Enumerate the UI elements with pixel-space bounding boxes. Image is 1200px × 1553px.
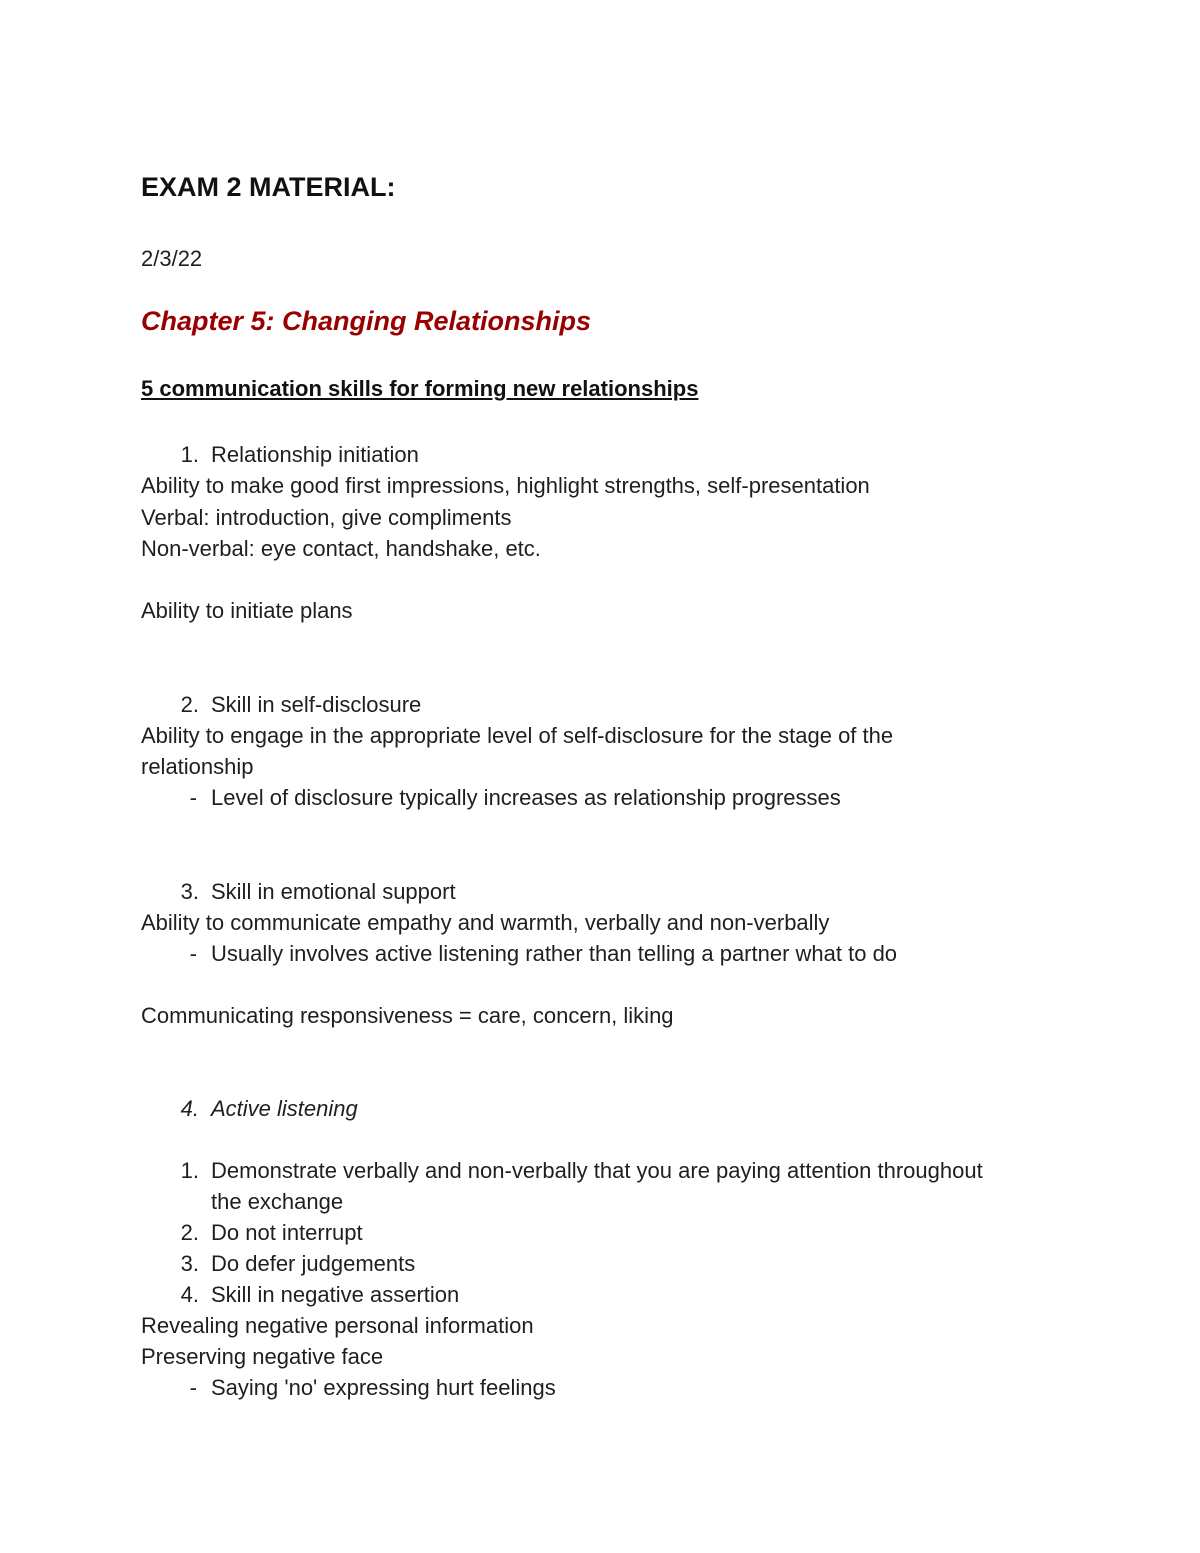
sub-list-item [180,1249,416,1279]
body-text: Revealing negative personal information [141,1313,534,1338]
bullet-item [189,939,898,969]
list-number: 4. [180,1096,199,1121]
list-number: 4. [180,1282,199,1307]
bullet-text: Saying 'no' expressing hurt feelings [211,1375,556,1400]
list-item-text: Skill in negative assertion [211,1282,460,1307]
chapter-heading: Chapter 5: Changing Relationships [141,306,592,336]
list-number: 3. [180,879,199,904]
body-text: Ability to initiate plans [141,598,353,623]
bullet-dash: - [189,785,197,810]
list-item-label: Active listening [211,1096,358,1121]
body-text: Communicating responsiveness = care, concern, liking [141,1003,674,1028]
bullet-item [189,783,841,813]
bullet-dash: - [189,941,197,966]
bullet-text: Level of disclosure typically increases as relationship progresses [211,785,841,810]
list-item-label: Skill in self-disclosure [211,692,422,717]
sub-list-item [180,1218,363,1248]
list-item-text: Demonstrate verbally and non-verbally that you are paying attention throughout [211,1158,983,1183]
bullet-dash: - [189,1375,197,1400]
list-item-text: Do not interrupt [211,1220,363,1245]
bullet-item [189,1373,556,1403]
body-text: Ability to engage in the appropriate level of self-disclosure for the stage of the [141,723,894,748]
list-item-label: Relationship initiation [211,442,419,467]
page-title: EXAM 2 MATERIAL: [141,172,396,202]
date: 2/3/22 [141,246,203,271]
body-text: Verbal: introduction, give compliments [141,505,512,530]
body-text: relationship [141,754,254,779]
bullet-text: Usually involves active listening rather than telling a partner what to do [211,941,898,966]
list-number: 2. [180,692,199,717]
body-text: Ability to make good first impressions, highlight strengths, self-presentation [141,473,870,498]
list-number: 2. [180,1220,199,1245]
sub-list-item [180,1156,983,1186]
list-item-text: Do defer judgements [211,1251,416,1276]
list-item-continuation: the exchange [211,1189,344,1214]
list-number: 3. [180,1251,199,1276]
list-item [180,877,456,907]
sub-list-item [180,1280,460,1310]
list-number: 1. [180,1158,199,1183]
body-text: Ability to communicate empathy and warmth, verbally and non-verbally [141,910,830,935]
body-text: Preserving negative face [141,1344,384,1369]
list-item [180,690,422,720]
section-subheading: 5 communication skills for forming new relationships [141,376,699,401]
body-text: Non-verbal: eye contact, handshake, etc. [141,536,541,561]
list-number: 1. [180,442,199,467]
list-item [180,440,419,470]
list-item-label: Skill in emotional support [211,879,456,904]
list-item [180,1094,358,1124]
